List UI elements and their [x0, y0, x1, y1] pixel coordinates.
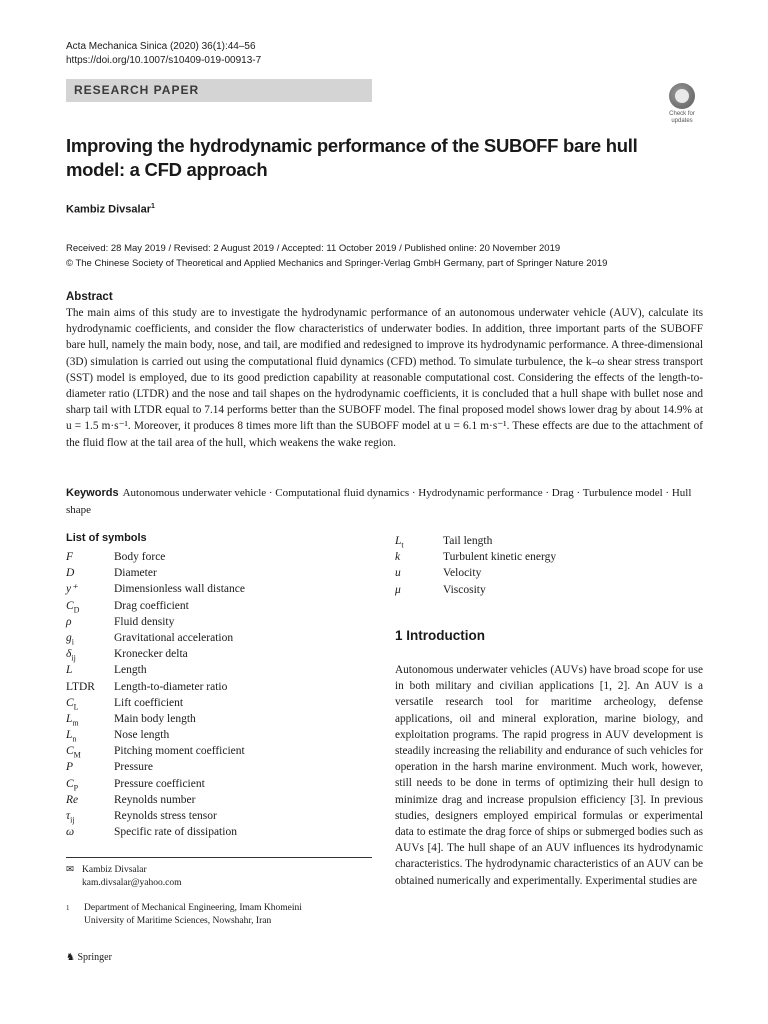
keywords-text: Autonomous underwater vehicle · Computational fluid dynamics · Hydrodynamic performance · Drag · Turbulence model · Hull shape	[66, 487, 692, 516]
keywords-label: Keywords	[66, 487, 119, 499]
journal-header	[66, 40, 261, 68]
envelope-icon: ✉	[66, 865, 74, 875]
symbol-row	[395, 533, 556, 549]
springer-horse-icon: ♞	[66, 952, 75, 963]
intro-heading: 1 Introduction	[395, 628, 485, 643]
symbol-row	[395, 582, 556, 598]
abstract-heading: Abstract	[66, 291, 113, 303]
symbol: Re	[66, 793, 79, 806]
symbol-definition: Pressure coefficient	[114, 777, 205, 790]
symbol: LTDR	[66, 680, 95, 693]
symbol: ρ	[66, 615, 72, 628]
symbol-definition: Turbulent kinetic energy	[443, 551, 557, 564]
symbol: $C_D$	[66, 599, 80, 614]
symbol-row	[66, 808, 245, 824]
affil-line1: Department of Mechanical Engineering, Imam Khomeini	[84, 903, 302, 913]
section-label: RESEARCH PAPER	[74, 83, 200, 97]
symbol-row	[66, 630, 245, 646]
symbol-definition: Drag coefficient	[114, 599, 189, 612]
keywords	[66, 485, 703, 518]
symbol: L	[66, 664, 73, 677]
affiliation	[66, 902, 302, 928]
check-updates-label: Check for updates	[669, 111, 695, 124]
symbol-definition: Length-to-diameter ratio	[114, 680, 228, 693]
publisher-name: Springer	[77, 952, 112, 963]
symbol-definition: Viscosity	[443, 583, 486, 596]
symbol-row	[66, 711, 245, 727]
symbol-definition: Dimensionless wall distance	[114, 583, 245, 596]
symbol: $\delta_{ij}$	[66, 648, 76, 663]
symbol-row	[66, 727, 245, 743]
symbol-row	[66, 565, 245, 581]
corr-name: Kambiz Divsalar	[82, 865, 147, 875]
symbol-row	[66, 695, 245, 711]
symbol-definition: Reynolds number	[114, 793, 196, 806]
symbol-row	[66, 598, 245, 614]
symbol-row	[66, 824, 245, 840]
symbol-row	[66, 581, 245, 597]
symbol: P	[66, 761, 74, 774]
symbol-row	[66, 646, 245, 662]
symbol-definition: Length	[114, 664, 147, 677]
symbol: $L_m$	[66, 712, 79, 728]
symbol-definition: Kronecker delta	[114, 648, 188, 661]
check-for-updates-badge[interactable]	[662, 83, 702, 125]
symbol: μ	[395, 583, 401, 596]
publisher-footer	[66, 952, 112, 963]
symbol: y⁺	[66, 583, 78, 596]
affil-line2: University of Maritime Sciences, Nowshahr, Iran	[84, 916, 272, 926]
affil-number: 1	[66, 904, 70, 912]
journal-citation: Acta Mechanica Sinica (2020) 36(1):44–56	[66, 41, 256, 52]
symbol-row	[66, 662, 245, 678]
check-updates-icon	[669, 83, 695, 109]
author	[66, 203, 155, 216]
symbol-row	[66, 776, 245, 792]
doi-link[interactable]: https://doi.org/10.1007/s10409-019-00913-7	[66, 55, 262, 66]
intro-text: Autonomous underwater vehicles (AUVs) have broad scope for use in both military and civilian applications [1, 2]. An AUV is a versatile research tool for maritime archeology, defense applications, oil and mineral exploration, marine biology, and exploitation programs. The rapid progress in AUV development is steadily increasing the reliability and endurance of such vehicles for operation in the harsh marine environment. Much work, however, still needs to be done in terms of optimizing their hull design to minimize drag and increase propulsion efficiency [3]. In previous studies, designers employed empirical formulas or experimental data to estimate the drag force of ships or submerged bodies such as AUVs [4]. The hull shape of an AUV influences its hydrodynamic characteristics. The hydrodynamic characteristics of an AUV can be obtained numerically and experimentally. Experimental studies are	[395, 664, 703, 887]
symbol-definition: Lift coefficient	[114, 696, 184, 709]
symbol-row	[395, 565, 556, 581]
symbol-row	[66, 792, 245, 808]
symbol: $C_L$	[66, 696, 79, 711]
symbol: $C_P$	[66, 777, 79, 792]
abstract-text: The main aims of this study are to investigate the hydrodynamic performance of an autonomous underwater vehicle (AUV), calculate its hydrodynamic coefficients, and consider the flow characteristics of underwater bodies. In addition, three important parts of the SUBOFF bare hull, namely the main body, nose, and tail, are modified and redesigned to improve its hydrodynamic performance. A three-dimensional (3D) simulation is carried out using the computational fluid dynamics (CFD) method. To simulate turbulence, the k–ω shear stress transport (SST) model is employed, due to its good prediction capability at reasonable computational cost. Considering the effects of the length-to-diameter ratio (LTDR) and the nose and tail shapes on the hydrodynamic coefficients, it is concluded that a hull shape with bullet nose and sharp tail with LTDR equal to 7.14 performs better than the SUBOFF model. The final proposed model shows lower drag by about 14.9% at u = 1.5 m·s⁻¹. Moreover, it produces 8 times more lift than the SUBOFF model at u = 6.1 m·s⁻¹. These effects are due to the attachment of the fluid flow at the tail area of the hull, which weakens the wake region.	[66, 307, 703, 449]
copyright-line: © The Chinese Society of Theoretical and Applied Mechanics and Springer-Verlag GmbH Germany, part of Springer Nature 2019	[66, 258, 608, 269]
symbol-definition: Body force	[114, 551, 166, 563]
symbol-definition: Main body length	[114, 712, 196, 725]
symbol-definition: Gravitational acceleration	[114, 631, 234, 644]
section-label-bar	[66, 79, 372, 102]
corresponding-author	[66, 864, 182, 890]
symbol-row	[66, 743, 245, 759]
symbol-row	[66, 549, 245, 565]
symbol-definition: Nose length	[114, 729, 170, 742]
symbol-definition: Diameter	[114, 567, 157, 580]
symbol: $L_t$	[395, 535, 404, 550]
symbol-definition: Specific rate of dissipation	[114, 826, 237, 839]
symbol: $L_n$	[66, 729, 77, 744]
symbol-row	[66, 679, 245, 695]
symbol-definition: Pitching moment coefficient	[114, 745, 245, 758]
footnote-divider	[66, 857, 372, 858]
symbol: k	[395, 551, 401, 564]
author-affil-mark: 1	[150, 203, 155, 210]
symbol-definition: Velocity	[443, 567, 482, 580]
symbol: $g_i$	[66, 631, 74, 647]
symbol: D	[66, 567, 75, 580]
symbol-row	[66, 759, 245, 775]
symbol-definition: Tail length	[443, 535, 493, 547]
symbols-list-left	[66, 549, 245, 840]
author-name: Kambiz Divsalar	[66, 203, 151, 216]
symbol: F	[66, 551, 74, 563]
dates-line: Received: 28 May 2019 / Revised: 2 August 2019 / Accepted: 11 October 2019 / Published online: 20 November 2019	[66, 243, 561, 254]
symbol-row	[66, 614, 245, 630]
symbol: u	[395, 567, 401, 580]
symbols-heading: List of symbols	[66, 532, 147, 544]
symbol: $C_M$	[66, 745, 81, 760]
symbol: $\tau_{ij}$	[66, 810, 75, 825]
symbol-row	[395, 549, 556, 565]
corr-email[interactable]: kam.divsalar@yahoo.com	[82, 878, 182, 888]
article-history	[66, 241, 726, 271]
symbol-definition: Fluid density	[114, 615, 175, 628]
symbol: ω	[66, 826, 75, 839]
article-title: Improving the hydrodynamic performance of the SUBOFF bare hull model: a CFD approach	[66, 135, 638, 180]
symbol-definition: Pressure	[114, 761, 153, 774]
symbol-definition: Reynolds stress tensor	[114, 810, 217, 822]
symbols-list-right	[395, 533, 556, 598]
